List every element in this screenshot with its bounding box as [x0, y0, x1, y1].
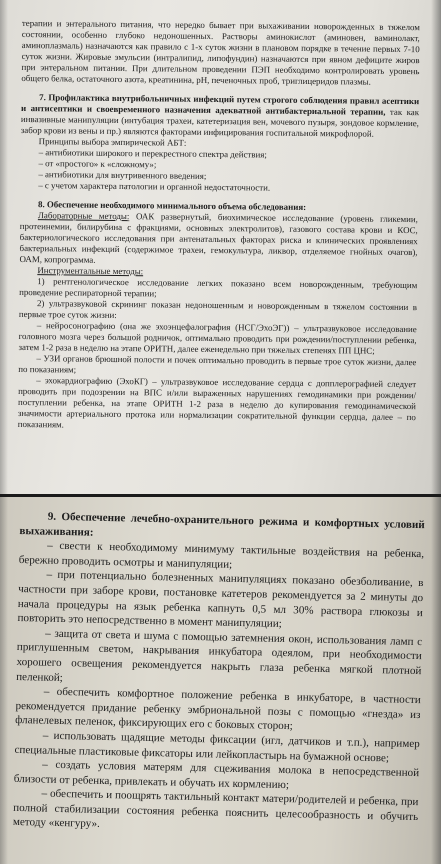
- list-item: – с учетом характера патологии и органной недостаточности.: [38, 180, 271, 193]
- document-photo-bottom: [0, 497, 441, 864]
- list-item: – создать условия матерям для сцеживания молока в непосредственной близости от ребенка, привлекать и обучать их кормлению;: [13, 758, 420, 791]
- section-7: [21, 92, 419, 140]
- section-7-text: так как инвазивные манипуляции (интубация трахеи, катетеризация вен, мочевого пузыря, зондовое кормление, забор крови из вены и пр.) являются факторами инфицирования госпитальной микрофлорой.: [20, 106, 420, 139]
- section-8-heading: 8. Обеспечение необходимого минимального объема обследования:: [37, 199, 307, 212]
- page-shadow-left: [0, 497, 8, 864]
- lab-methods-text: ОАК развернутый, биохимическое исследование (уровень гликемии, протеинемии, билирубина с фракциями, основных электролитов), газового состава крови и КОС, бактериологического исследования при антенатальных факторах риска и клинических проявлениях бактериальных инфекций (содержимое трахеи, гемокультура, ликвор, отделяемое гнойных очагов), ОАМ, копрограмма.: [19, 211, 418, 265]
- page-text-bottom: [13, 509, 425, 839]
- list-item: 1) рентгенологическое исследование легких показано всем новорожденным, требующим проведение респираторной терапии;: [19, 276, 418, 299]
- abt-principles-title: Принципы выбора эмпирической АБТ:: [38, 136, 187, 148]
- list-item: – УЗИ органов брюшной полости и почек оптимально проводить в первые трое суток жизни, далее по показаниям;: [18, 353, 417, 375]
- page-text-top: [18, 18, 420, 434]
- section-7-heading: 7. Профилактика внутрибольничных инфекций путем строгого соблюдения правил асептики и антисептики и своевременного назначения адекватной антибактериальной терапии,: [21, 92, 420, 117]
- lab-methods: [19, 210, 418, 269]
- list-item: 2) ультразвуковой скрининг показан недоношенным и новорожденным в тяжелом состоянии в первые трое суток жизни:: [18, 298, 418, 321]
- page-shadow-right: [431, 0, 441, 494]
- page-shadow-left: [0, 0, 8, 494]
- lab-methods-label: Лабораторные методы:: [37, 210, 130, 222]
- list-item: – обеспечить и поощрять тактильный контакт матери/родителей и ребенка, при полной стабилизации состояния ребенка пояснить целесообразность и обучить методу «кенгуру».: [12, 787, 419, 831]
- list-item: – использовать щадящие методы фиксации (игл, датчиков и т.п.), например специальные пластиковые фиксаторы или лейкопластырь на бумажной основе;: [14, 729, 420, 764]
- list-item: – обеспечить комфортное положение ребенка в инкубаторе, в частности рекомендуется придание ребенку эмбриональной позы с помощью «гнезда» из фланелевых пеленок, фиксирующих его с боковых сторон;: [15, 685, 421, 733]
- section-9-heading: 9. Обеспечение лечебно-охранительного режима и комфортных условий выхаживания:: [19, 510, 425, 539]
- list-item: – эхокардиографию (ЭхоКГ) – ультразвуковое исследование сердца с допплерографией следует проводить при подозрении на ВПС и/или выраженных нарушениях гемодинамики при рождении/поступлении ребенка, на этапе ОРИТН 1-2 раза в неделю до купирования гемодинамической значимости артериального протока или нормализации сократительной функции сердца, далее – по показаниям.: [17, 375, 417, 430]
- list-item: – защита от света и шума с помощью затемнения окон, использования ламп с приглушенным светом, накрывания инкубатора одеялом, при необходимости хорошего освещения рекомендуется накрыть глаза ребенка мягкой плотной пеленкой;: [16, 627, 423, 684]
- list-item: – от «простого» к «сложному»;: [38, 158, 157, 170]
- list-item: – антибиотики широкого и перекрестного спектра действия;: [38, 147, 267, 160]
- list-item: – при потенциально болезненных манипуляциях показано обезболивание, в частности при заборе крови, постановке катетеров рекомендуется за 2 минуты до начала процедуры на язык ребенка капнуть 0,5 мл 30% раствора глюкозы и повторить это непосредственно в момент манипуляции;: [17, 568, 424, 631]
- instrumental-methods-title: Инструментальные методы:: [37, 265, 144, 277]
- list-item: – антибиотики для внутривенного введения;: [38, 169, 207, 181]
- list-item: – свести к необходимому минимуму тактильные воздействия на ребенка, бережно проводить осмотры и манипуляции;: [18, 539, 425, 571]
- list-item: – нейросонографию (она же эхоэнцефалография (НСГ/ЭхоЭГ)) – ультразвуковое исследование головного мозга через большой родничок, оптимально проводить при рождении/поступлении ребенка, затем 1-2 раза в неделю на этапе ОРИТН, далее еженедельно при тяжелых степенях ПП ЦНС;: [18, 320, 417, 356]
- page-shadow-right: [431, 497, 441, 864]
- paragraph-nutrition: терапии и энтерального питания, что нередко бывает при выхаживании новорожденных в тяжелом состоянии, особенно глубоко недоношенных. Растворы аминокислот (аминовен, ваминолакт, аминоплазмаль) назначаются как правило с 1-х суток жизни в плановом порядке в течение первых 7-10 суток жизни. Жировые эмульсии (интралипид, липофундин) назначаются при явном дефиците жиров при энтеральном питании. При длительном проведении ПЭП необходимо контролировать уровень общего белка, остаточного азота, креатинина, рН, печеночных проб, триглицеридов плазмы.: [21, 18, 420, 87]
